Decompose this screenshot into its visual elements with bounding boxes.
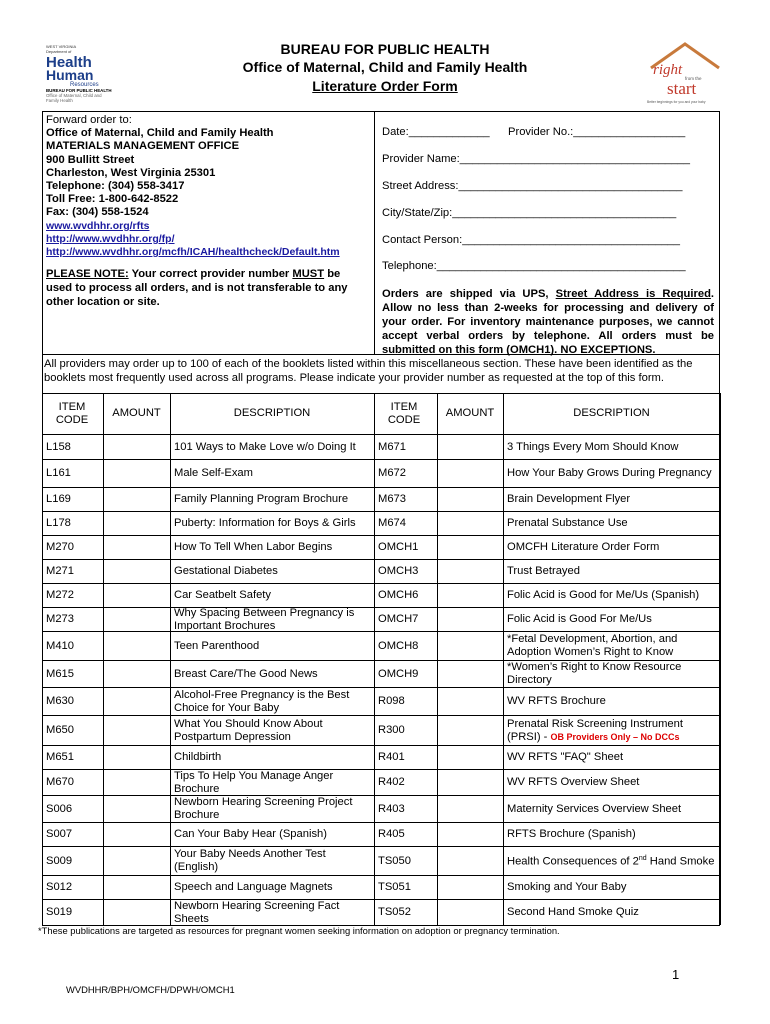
intro-text: All providers may order up to 100 of each of the booklets listed within this miscellaneous section. These have been identified as the booklets most frequently used across all programs. Please indicate your provider number as requested at the top of this form. (44, 358, 693, 384)
item-code: R098 (378, 695, 405, 708)
amount-input[interactable] (441, 746, 499, 769)
item-description: Family Planning Program Brochure (174, 493, 349, 506)
description-text: Trust Betrayed (507, 565, 580, 578)
item-description (507, 770, 716, 795)
logo-left-line-1: Department of (46, 49, 72, 54)
amount-input[interactable] (107, 512, 166, 535)
item-description: Car Seatbelt Safety (174, 589, 272, 602)
header-description-2: DESCRIPTION (573, 407, 650, 419)
item-code: OMCH6 (378, 589, 419, 602)
item-code: M651 (46, 751, 74, 764)
amount-input[interactable] (107, 716, 166, 745)
description-text: Brain Development Flyer (507, 493, 631, 506)
item-description: Why Spacing Between Pregnancy is Important Brochures (174, 606, 355, 632)
amount-input[interactable] (441, 560, 499, 583)
description-text: *Women’s Right to Know Resource Directory (507, 661, 682, 686)
amount-input[interactable] (441, 900, 499, 925)
link-fp[interactable]: http://www.wvdhhr.org/fp/ (46, 232, 175, 245)
item-description: 101 Ways to Make Love w/o Doing It (174, 440, 356, 453)
ship-required: Street Address is Required (555, 288, 711, 300)
form-title: Literature Order Form (312, 78, 458, 94)
amount-input[interactable] (107, 746, 166, 769)
amount-input[interactable] (107, 584, 166, 607)
description-text: Folic Acid is Good For Me/Us (507, 613, 652, 626)
amount-input[interactable] (441, 536, 499, 559)
description-text: WV RFTS Overview Sheet (507, 776, 640, 789)
item-description (507, 746, 716, 769)
item-description (507, 688, 716, 715)
item-code: OMCH8 (378, 639, 419, 652)
item-code: L161 (46, 467, 71, 480)
item-description (507, 661, 716, 687)
amount-input[interactable] (107, 796, 166, 822)
item-code: M272 (46, 589, 74, 602)
description-text: WV RFTS "FAQ" Sheet (507, 751, 624, 764)
item-code: TS051 (378, 881, 411, 894)
item-description: How To Tell When Labor Begins (174, 541, 333, 554)
item-description: Puberty: Information for Boys & Girls (174, 517, 356, 530)
amount-input[interactable] (441, 770, 499, 795)
amount-input[interactable] (441, 716, 499, 745)
amount-input[interactable] (107, 823, 166, 846)
superscript: nd (638, 855, 647, 863)
amount-input[interactable] (441, 661, 499, 687)
amount-input[interactable] (441, 608, 499, 631)
amount-input[interactable] (441, 435, 499, 459)
item-code: M273 (46, 613, 74, 626)
amount-input[interactable] (441, 512, 499, 535)
amount-input[interactable] (107, 536, 166, 559)
item-description (507, 716, 716, 745)
office-title: Office of Maternal, Child and Family Health (242, 59, 528, 75)
description-text: Prenatal Risk Screening Instrument (PRSI) - OB Providers Only – No DCCs (507, 717, 683, 743)
office-name: Office of Maternal, Child and Family Health (46, 127, 274, 140)
logo-left-line-2: Health (46, 54, 92, 71)
item-code: OMCH9 (378, 667, 419, 680)
logo-right-line-3: Better beginnings for you and your baby (647, 100, 706, 104)
footnote: *These publications are targeted as resources for pregnant women seeking information on adoption or pregnancy termination. (38, 925, 560, 936)
amount-input[interactable] (107, 847, 166, 875)
amount-input[interactable] (107, 560, 166, 583)
amount-input[interactable] (107, 608, 166, 631)
item-description (507, 560, 716, 583)
item-code: S009 (46, 854, 73, 867)
amount-input[interactable] (107, 900, 166, 925)
toll-free: Toll Free: 1-800-642-8522 (46, 193, 179, 206)
amount-input[interactable] (107, 632, 166, 660)
item-code: M271 (46, 565, 74, 578)
header-amount: AMOUNT (112, 407, 161, 419)
item-code: S007 (46, 828, 73, 841)
logo-right-line-1: from the (685, 76, 702, 81)
amount-input[interactable] (441, 460, 499, 487)
provider-no-field[interactable]: Provider No.:__________________ (508, 126, 686, 138)
amount-input[interactable] (107, 460, 166, 487)
street-address-field[interactable]: Street Address:____________________________________ (382, 180, 683, 192)
item-description: Male Self-Exam (174, 467, 253, 480)
item-description (507, 488, 716, 511)
description-text: Maternity Services Overview Sheet (507, 802, 682, 815)
amount-input[interactable] (107, 876, 166, 899)
fax: Fax: (304) 558-1524 (46, 206, 149, 219)
amount-input[interactable] (107, 688, 166, 715)
item-description: Childbirth (174, 751, 222, 764)
amount-input[interactable] (441, 796, 499, 822)
phone: Telephone: (304) 558-3417 (46, 180, 185, 193)
agency-title: BUREAU FOR PUBLIC HEALTH (280, 41, 490, 57)
note-must: MUST (292, 268, 325, 280)
item-code: R402 (378, 776, 405, 789)
item-code: M671 (378, 440, 406, 453)
header-item-code-2: ITEM CODE (387, 400, 421, 426)
note-text2: be used to process all orders, and is not transferable to any other location or site. (46, 268, 348, 308)
description-text: Health Consequences of 2nd Hand Smoke (507, 855, 715, 868)
item-description: Newborn Hearing Screening Fact Sheets (174, 899, 340, 925)
description-text: 3 Things Every Mom Should Know (507, 440, 679, 453)
amount-input[interactable] (107, 661, 166, 687)
telephone-field[interactable]: Telephone:________________________________________ (382, 260, 686, 272)
item-code: M672 (378, 467, 406, 480)
note-text1: Your correct provider number (128, 268, 293, 280)
street: 900 Bullitt Street (46, 153, 135, 166)
description-text: Smoking and Your Baby (507, 881, 627, 894)
item-code: M615 (46, 667, 74, 680)
date-field[interactable]: Date:_____________ (382, 126, 490, 138)
logo-left-line-0: WEST VIRGINIA (46, 44, 77, 49)
doc-code: WVDHHR/BPH/OMCFH/DPWH/OMCH1 (66, 984, 235, 995)
please-note (46, 267, 364, 309)
item-code: M630 (46, 695, 74, 708)
item-code: M674 (378, 517, 406, 530)
city-state-zip-field[interactable]: City/State/Zip:____________________________________ (382, 207, 677, 219)
item-code: L169 (46, 493, 71, 506)
logo-left-line-5: BUREAU FOR PUBLIC HEALTH (46, 88, 112, 93)
frame-top (42, 111, 720, 112)
link-rfts[interactable]: www.wvdhhr.org/rfts (46, 219, 150, 232)
item-code: OMCH7 (378, 613, 419, 626)
contact-block (46, 114, 366, 259)
shipping-notice (382, 287, 714, 357)
item-description (507, 584, 716, 607)
amount-input[interactable] (441, 584, 499, 607)
description-text: OMCFH Literature Order Form (507, 541, 660, 554)
item-code: M673 (378, 493, 406, 506)
description-text: Prenatal Substance Use (507, 517, 628, 530)
item-code: R300 (378, 724, 405, 737)
amount-input[interactable] (441, 847, 499, 875)
amount-input[interactable] (441, 876, 499, 899)
description-text: Second Hand Smoke Quiz (507, 906, 639, 919)
item-description: Your Baby Needs Another Test (English) (174, 848, 326, 873)
item-description: Newborn Hearing Screening Project Brochure (174, 796, 353, 821)
item-description: Speech and Language Magnets (174, 881, 333, 894)
amount-input[interactable] (441, 632, 499, 660)
amount-input[interactable] (441, 688, 499, 715)
item-code: M670 (46, 776, 74, 789)
forward-label: Forward order to: (46, 114, 132, 126)
page-number: 1 (672, 967, 680, 982)
item-code: S012 (46, 881, 73, 894)
header-item-code: ITEM CODE (55, 400, 89, 426)
item-description: Breast Care/The Good News (174, 667, 318, 680)
item-description: Alcohol-Free Pregnancy is the Best Choice for Your Baby (174, 688, 350, 714)
description-text: WV RFTS Brochure (507, 695, 606, 708)
description-text: RFTS Brochure (Spanish) (507, 828, 636, 841)
amount-input[interactable] (107, 488, 166, 511)
item-description (507, 847, 716, 875)
header-amount-2: AMOUNT (445, 407, 495, 419)
logo-left-line-6: Office of Maternal, Child and (46, 93, 102, 98)
item-description (507, 632, 716, 660)
description-text: Folic Acid is Good for Me/Us (Spanish) (507, 589, 700, 602)
item-description: Gestational Diabetes (174, 565, 278, 578)
item-description (507, 900, 716, 925)
item-code: M650 (46, 724, 74, 737)
item-code: TS052 (378, 906, 411, 919)
item-code: OMCH1 (378, 541, 419, 554)
item-description: Tips To Help You Manage Anger Brochure (174, 769, 334, 795)
dept-name: MATERIALS MANAGEMENT OFFICE (46, 140, 240, 153)
item-code: R403 (378, 802, 405, 815)
item-description (507, 876, 716, 899)
item-code: M410 (46, 639, 74, 652)
item-description (507, 435, 716, 459)
item-code: S019 (46, 906, 73, 919)
description-text: *Fetal Development, Abortion, and Adoption Women’s Right to Know (507, 633, 678, 658)
item-description (507, 608, 716, 631)
frame-divider (374, 111, 375, 354)
logo-right-line-0: right (653, 62, 683, 78)
item-code: OMCH3 (378, 565, 419, 578)
item-description: What You Should Know About Postpartum Depression (174, 717, 323, 743)
amount-input[interactable] (107, 770, 166, 795)
item-code: TS050 (378, 854, 411, 867)
item-description (507, 796, 716, 822)
item-code: L178 (46, 517, 71, 530)
contact-person-field[interactable]: Contact Person:___________________________________ (382, 234, 680, 246)
provider-name-field[interactable]: Provider Name:_____________________________________ (382, 153, 690, 165)
description-text: How Your Baby Grows During Pregnancy (507, 467, 712, 480)
link-healthcheck[interactable]: http://www.wvdhhr.org/mcfh/ICAH/healthcheck/Default.htm (46, 246, 340, 259)
ob-providers-note: OB Providers Only – No DCCs (550, 731, 680, 742)
city: Charleston, West Virginia 25301 (46, 166, 216, 179)
ship-part1: Orders are shipped via UPS, (382, 288, 556, 300)
amount-input[interactable] (107, 435, 166, 459)
logo-left-line-3: Human (46, 67, 94, 83)
table-col-line (720, 393, 721, 925)
item-description (507, 512, 716, 535)
amount-input[interactable] (441, 823, 499, 846)
logo-left-line-7: Family Health (46, 98, 73, 103)
header-description: DESCRIPTION (233, 407, 311, 419)
note-label: PLEASE NOTE: (46, 268, 129, 280)
item-code: S006 (46, 802, 73, 815)
item-code: R401 (378, 751, 405, 764)
item-code: R405 (378, 828, 405, 841)
logo-left-line-4: Resources (70, 82, 99, 88)
item-code: L158 (46, 440, 71, 453)
item-code: M270 (46, 541, 74, 554)
ship-part2: . Allow no less than 2-weeks for processing and delivery of your order. For inventory maintenance purposes, we cannot accept verbal orders by telephone. All orders must be submitted on this form (OMCH1). NO EXCEPTIONS. (382, 288, 715, 356)
item-description (507, 823, 716, 846)
item-description (507, 536, 716, 559)
logo-right-line-2: start (667, 79, 697, 98)
amount-input[interactable] (441, 488, 499, 511)
item-description: Teen Parenthood (174, 639, 260, 652)
item-description: Can Your Baby Hear (Spanish) (174, 828, 327, 841)
item-description (507, 460, 716, 487)
